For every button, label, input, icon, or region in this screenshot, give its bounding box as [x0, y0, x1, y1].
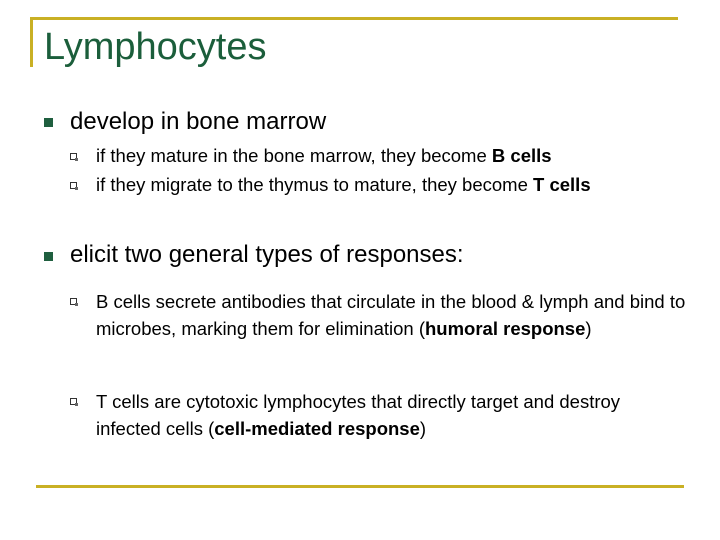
sub-bold-text: humoral response	[425, 318, 586, 339]
slide-title: Lymphocytes	[44, 26, 267, 68]
sub-text-end: )	[585, 318, 592, 339]
filled-square-bullet-icon	[44, 252, 53, 261]
sub-text-end: )	[419, 418, 427, 439]
sub-bold-text: B cells	[491, 145, 552, 166]
sub-text: if they mature in the bone marrow, they become	[96, 145, 492, 166]
bullet-1-sub-1	[96, 142, 552, 169]
filled-square-bullet-icon	[44, 118, 53, 127]
hollow-square-bullet-icon	[70, 398, 77, 405]
hollow-square-bullet-icon	[70, 153, 77, 160]
bottom-rule	[36, 485, 684, 488]
bullet-1-text: develop in bone marrow	[70, 108, 327, 135]
bullet-1-sub-2	[96, 171, 591, 198]
hollow-square-bullet-icon	[70, 298, 77, 305]
sub-bold-text: T cells	[533, 174, 591, 195]
sub-text: B cells secrete antibodies that circulate in the blood & lymph and bind to microbes, marking them for elimination (	[96, 291, 686, 339]
bullet-2-sub-2	[96, 388, 676, 442]
left-rule	[30, 17, 33, 67]
sub-text: T cells are cytotoxic lymphocytes that directly target and destroy infected cells (	[96, 391, 621, 439]
sub-text: if they migrate to the thymus to mature, they become	[96, 174, 534, 195]
top-rule	[30, 17, 678, 20]
bullet-2-text: elicit two general types of responses:	[70, 241, 464, 268]
bullet-2-sub-1	[96, 288, 696, 342]
hollow-square-bullet-icon	[70, 182, 77, 189]
sub-bold-text: cell-mediated response	[214, 418, 420, 439]
